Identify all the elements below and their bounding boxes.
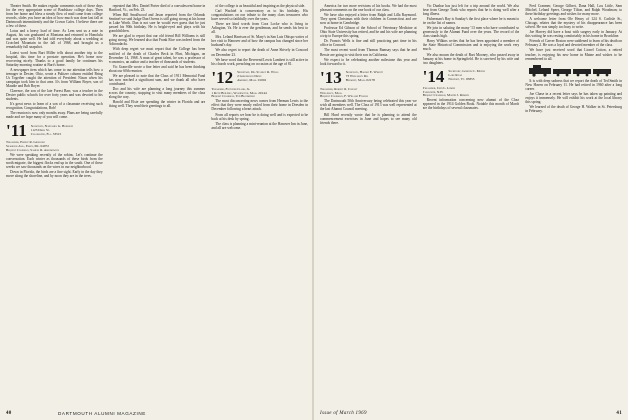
- paragraph: The class is planning a mini-reunion at the Hanover Inn in June, and all are welcome.: [211, 121, 308, 130]
- treasurer-line: Treasurer, Ernest R. Griswold: [6, 140, 45, 145]
- paragraph: Down in Florida, the birds are a fine sight. Early in the day they move along the shoreline, and by noon they are in the trees.: [6, 170, 103, 179]
- class-numeral: '12: [211, 67, 234, 87]
- address-line: 1123 Drew St.: [30, 127, 50, 132]
- paragraph: With deep regret we must report that the College has been notified of the death of Charles Beck in Flint, Michigan, on December 14, 1968. A man of great talent, he was a professor of economics, an author and a teacher of thousands of students.: [108, 47, 206, 64]
- paragraph: The most recent word from Thomas Ramsay says that he and Bessie are going to visit their son in California.: [320, 48, 417, 57]
- paragraph: It's great news to learn of a son of a classmate receiving such recognition. Congratulations, Bob!: [6, 102, 103, 111]
- paragraph: It is with deep sadness that we report the death of Ted Smith in New Haven on February 11. He had retired in 1960 after a long career.: [525, 78, 622, 91]
- bequest-line: Bequest Chairman, Ted Bloomfield: [211, 94, 255, 99]
- secretary-line: Secretary, Dr. Stanley R. Wills: [237, 70, 279, 75]
- bequest-line: Bequest Chairman, F. Willard Fowler: [320, 94, 368, 99]
- address-line: 2 Greenwood Drive: [237, 74, 262, 79]
- issue-label: Issue of March 1969: [320, 411, 367, 416]
- bequest-line: Bequest Chairman, Martin J. Remsen: [422, 93, 469, 98]
- class-numeral: '13: [320, 67, 342, 87]
- paragraph: The most disconcerting news comes from Herman Lewis to the effect that they were nearly exiled from their home in Dresden in December following a heart attack.: [211, 99, 308, 112]
- paragraph: Harold and Elsie are spending the winter in Florida and are doing well. They send their greetings to all.: [108, 100, 206, 109]
- treasurer-line: Treasurer, Fletcher Clark, Jr.: [211, 86, 251, 91]
- treasurer-line: Treasurer, John L. Lemon: [422, 85, 456, 90]
- magazine-title: DARTMOUTH ALUMNI MAGAZINE: [58, 411, 146, 416]
- paragraph: Latest word from Burt Miller tells about another trip to the hospital, this time for a prostate operation. He's home now recovering nicely. Thanks to a good family he continues his Saturday morning routine at Burt's home.: [6, 50, 103, 67]
- paragraph: We have also enjoyed a letter from Ralph and Lilla Raymond. They spent Christmas with their children in Connecticut and are now at home in Cambridge.: [320, 13, 417, 26]
- class-heading-1912: [211, 69, 308, 86]
- paragraph: Recent information concerning new alumni of the Class appeared in the 1914 Golden Book. Notable this month of March are the birthdays of several classmates.: [422, 98, 520, 111]
- class-treasurer: [211, 88, 308, 100]
- paragraph: Friends of Carver Boston were saddened to learn of his death on February 2. He was a loyal and devoted member of the class.: [525, 39, 622, 48]
- paragraph: We also mourn the death of Bart Mooney, who passed away in January at his home in Springfield. He is survived by his wife and two daughters.: [422, 52, 520, 65]
- class-officers: [346, 71, 383, 83]
- paragraph: We have just received word that Lionel Cotton, a retired teacher, is enjoying his new home in Maine and wishes to be remembered to all.: [525, 48, 622, 61]
- paragraph: Mrs. Leland Harrison of St. Mary's in San Luis Obispo writes of her visit to Hanover and of how the campus has changed since her husband's day.: [211, 35, 308, 48]
- paragraph: Doc and his wife are planning a long journey this summer across the country, stopping to visit many members of the class along the way.: [108, 86, 206, 99]
- paragraph: The reunion is now only months away. Plans are being carefully made and we hope many of you will come.: [6, 111, 103, 120]
- address-line: Seabrook Ave., Essex, Me. 04072: [6, 144, 49, 149]
- right-footer: [320, 409, 622, 418]
- paragraph: Fisherman's Bay is Sunday's the first place where he is meant to be on the list of names.: [422, 17, 520, 26]
- class-heading-1914: [423, 68, 520, 85]
- address-line: Wellesley, Mass.: [320, 90, 343, 95]
- page-number-right: 41: [616, 411, 622, 416]
- paragraph: We also regret to report the death of Anne Shively in Concord on December 23.: [211, 48, 308, 57]
- right-column-2: [423, 4, 520, 402]
- paragraph: Professor Ed Gibson of the School of Veterinary Medicine at Ohio State University has retired, and he and his wife are planning a trip to Europe this spring.: [320, 26, 417, 39]
- right-column-1: [320, 4, 417, 402]
- right-page: [320, 4, 622, 408]
- class-heading-1911: [6, 122, 103, 139]
- paragraph: of the college is as beautiful and inspiring as the physical side.: [215, 4, 306, 8]
- address-line: Lake Road: [448, 73, 463, 78]
- paragraph: A welcome letter from Ole Henry of 124 S. Carlisle St., Chicago, relates that the mystery of his disappearance has been solved. He was simply too busy to write.: [525, 17, 622, 30]
- class-officers: [237, 71, 278, 83]
- paragraph: We are glad to report that our old friend Bill Williams is still going strong. We learned also that Frank Rice was indeed from the Adirondacks.: [108, 34, 206, 47]
- secretary-line: Secretary, Harold E. Wright: [345, 70, 383, 75]
- class-officers: [31, 125, 73, 137]
- paragraph: We expect to be celebrating another milestone this year and look forward to it.: [320, 57, 417, 66]
- left-page: [6, 4, 308, 408]
- left-footer: [6, 409, 308, 418]
- paragraph: From all reports we hear he is doing well and is expected to be back at his desk by spring.: [211, 112, 308, 121]
- address-line: Tamworth, N.H.: [422, 89, 444, 94]
- address-line: Amherst, Mass. 01002: [237, 78, 267, 83]
- paragraph: We join in saluting the many '13 men who have contributed so generously to the Alumni Fund over the years. The record of the class stands high.: [422, 26, 520, 39]
- paragraph: We were speaking recently of the robins. Let's continue the conversation. Each winter as thousands of these birds from the north migrate, the biggest flocks end up in the south. One of these weeks we saw thousands on the wires in our neighborhood.: [6, 152, 103, 170]
- paragraph: America for two more revisions of his books. We had the most pleasant comments on the one book of our class.: [320, 4, 417, 13]
- page-number-left: 40: [6, 411, 12, 416]
- address-line: 1 Ruth Building, Washington, Mass. 20144: [211, 90, 267, 95]
- left-column-2: [109, 4, 206, 402]
- paragraph: Joe Chase in a recent letter says he has taken up painting and enjoys it immensely. He will exhibit his work at the local library this spring.: [525, 91, 622, 104]
- paragraph: The Dartmouth 50th Anniversary being celebrated this year we wish all members well. The Class of 1913 was well represented at the last Alumni Council meeting.: [320, 99, 417, 112]
- address-line: Newport, Vt. 05855: [448, 77, 475, 82]
- address-line: Clearwater, Fla. 33515: [30, 131, 62, 136]
- paragraph: Fred Cranmer, George Gilbert, Dana Hall, Lou Little, Sam Mitchel, Leland Speer, George Tilton, and Ralph Woodman; to these birthday greetings and wishes for many more.: [525, 4, 622, 17]
- address-line: 73 Wellesley Rd.: [345, 74, 369, 79]
- address-line: Belmont, Mass. 02178: [345, 78, 375, 83]
- paragraph: Vic Granville wrote a fine letter and said he has been thinking about our 60th reunion.: [108, 64, 206, 73]
- paragraph: Harry Wilkins writes that he has been appointed a member of the State Historical Commission and is enjoying the work very much.: [422, 39, 520, 52]
- paragraph: repeated that Mrs. Daniel Porter died of a convalescent home in Hartford, Vt., on Feb. 23.: [108, 4, 206, 13]
- page-gutter: [312, 0, 314, 420]
- class-numeral: '14: [422, 66, 445, 86]
- paragraph: A newspaper item which has come to our attention tells how a teenager in Dexter, Ohio, wrote a Pulitzer column entitled Bring Us Together caught the attention of President Nixon when his campaign took him to that area. It's from William Boyer, son of Maudie and Bob Boyer.: [6, 67, 103, 88]
- paragraph: We learned of the death of George H. Walker in St. Petersburg in February.: [525, 104, 622, 113]
- paragraph: When Bill Smallwood and Jason reported from the Orlando Sentinel we said Judge Dan Owens is still going strong at his home in Lake Worth. Dan is not sure he would ever guess that he just passed his 90th birthday. He is bright-eyed and plays with his grandchildren.: [108, 13, 206, 34]
- paragraph: Theater Smith. He makes regular comments each of these days for the very appropriate scene of Bradshaw college days. Then from her home and bless a steady flow of mail came from college records, slides you have an idea of how much was done last fall at Dartmouth intermittently and the Crown Cafes. I believe there are a few of these.: [6, 4, 103, 29]
- paragraph: Lotus and a heavy load of time. As Lem sent us a note in August, his son graduated at Montana and returned to Honolulu and was quite well. He had told everybody about a wedding at Crotched Mountain in the fall of 1968, and brought us a remarkably full snapshot.: [6, 29, 103, 50]
- paragraph: We have word that the Reverend Lewis Lambert is still active in his church work, preaching on occasion at the age of 81.: [211, 57, 308, 66]
- paragraph: Dr. Francis Wells is fine and still practicing part time in his office in Concord.: [320, 39, 417, 48]
- class-heading-1913: [320, 69, 417, 86]
- class-officers: [448, 70, 485, 82]
- paragraph: Bill Hurd recently wrote that he is planning to attend the commencement exercises in June and hopes to see many old friends there.: [320, 112, 417, 125]
- paragraph: Clarence, the son of the late Forest Barr, was a teacher in the Dexter public schools for over forty years and was devoted to his students.: [6, 88, 103, 102]
- secretary-line: Secretary, Nathaniel G. Burleigh: [30, 123, 74, 128]
- paragraph: There are kind words from Cora Locke who is living in Arlington, Va. He is ever the gentleman, and he sends his best to all.: [211, 22, 308, 35]
- paragraph: Carl Wachtel is conservatory as to his birthday. His congratulations on our tribute to the many class treasurers who have served so faithfully over the years.: [211, 9, 308, 22]
- treasurer-line: Treasurer, Robert O. Conant: [320, 86, 358, 91]
- left-column-1: [6, 4, 103, 402]
- class-treasurer: [320, 88, 417, 100]
- left-column-3: [211, 4, 308, 402]
- paragraph: We are pleased to note that the Class of 1911 Memorial Fund has now reached a significant sum, and we thank all who have contributed.: [108, 73, 206, 86]
- class-treasurer: [6, 141, 103, 153]
- class-treasurer: [423, 87, 520, 99]
- secretary-line: Secretary, Gordon C. Mayer: [448, 69, 485, 74]
- train-ornament-icon: [525, 63, 615, 77]
- bequest-line: Bequest Chairman, Samuel R. Abromowick: [6, 148, 60, 153]
- paragraph: Vic Dunbar has just left for a trip around the world. We also hear from George Trask who reports that he is doing well after a long illness.: [422, 4, 520, 17]
- right-column-3: [525, 4, 622, 402]
- paragraph: Joe Harvey did have a bout with surgery early in January. At this writing he was resting comfortably in his home in Brookline.: [525, 30, 622, 39]
- class-numeral: '11: [6, 121, 27, 141]
